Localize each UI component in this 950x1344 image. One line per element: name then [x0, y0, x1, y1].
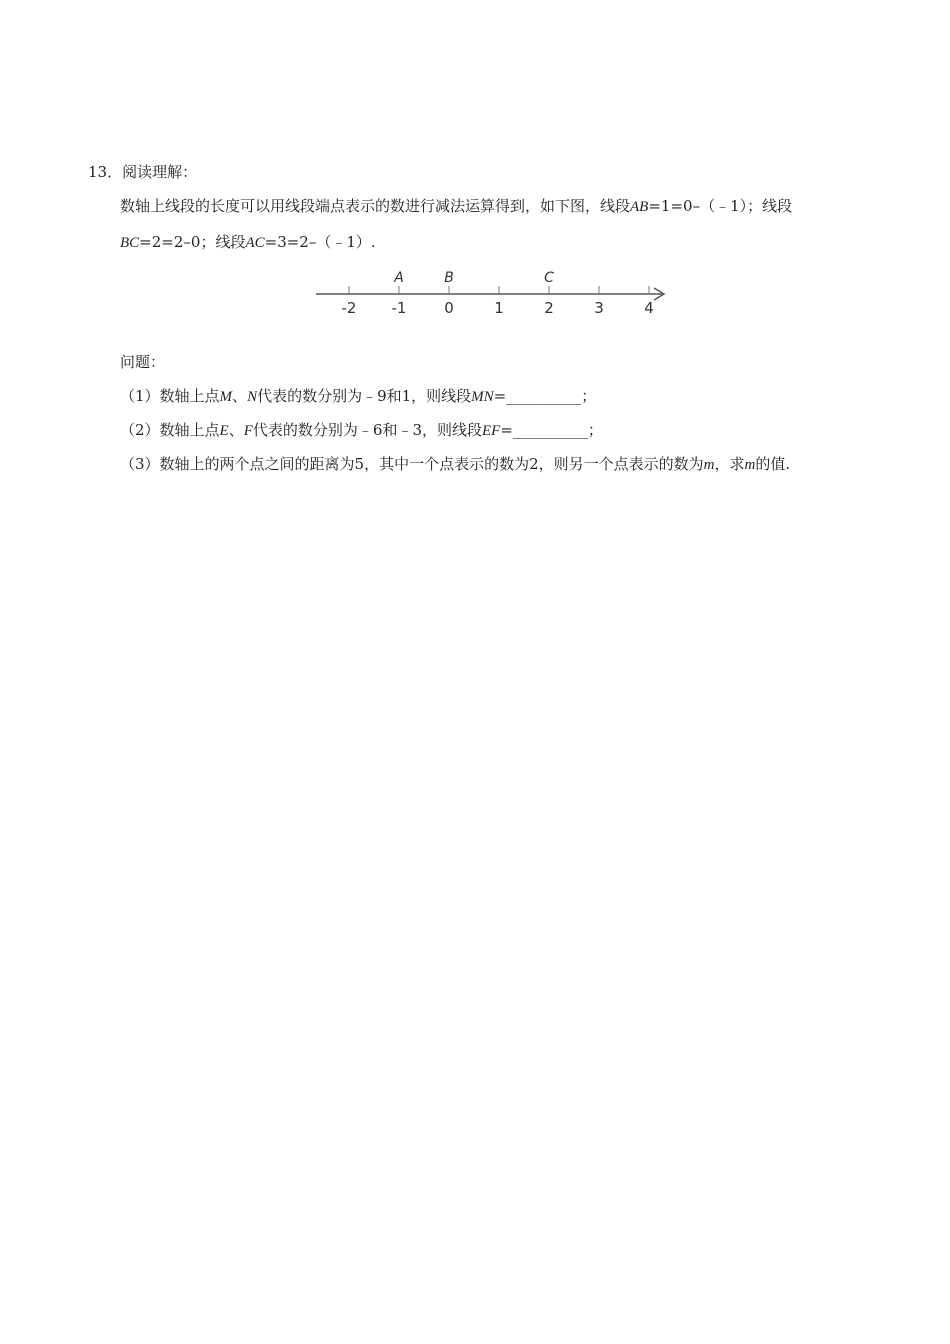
separator: 、 — [232, 387, 248, 405]
point-m: M — [219, 389, 233, 405]
problem-text: （2）数轴上点 — [120, 421, 220, 439]
tick-label: 2 — [544, 299, 554, 317]
problem-2 — [120, 420, 603, 441]
point-e: E — [219, 423, 229, 439]
intro-text: 数轴上线段的长度可以用线段端点表示的数进行减法运算得到，如下图，线段 — [120, 197, 631, 215]
intro-line-2 — [120, 232, 376, 253]
point-label: C — [544, 270, 554, 286]
tick-label: -1 — [391, 299, 407, 317]
problem-text: 代表的数分别为﹣6和﹣3，则线段 — [252, 421, 482, 439]
point-f: F — [243, 423, 253, 439]
variable-m: m — [744, 457, 756, 473]
problem-text: （1）数轴上点 — [120, 387, 220, 405]
problem-text: ，求 — [714, 455, 745, 473]
problem-title: 问题： — [120, 353, 166, 371]
tick-label: 3 — [594, 299, 604, 317]
separator: 、 — [228, 421, 244, 439]
tick-label: 4 — [644, 299, 654, 317]
number-line — [310, 262, 680, 322]
tick-label: 1 — [494, 299, 504, 317]
point-label: A — [394, 270, 404, 286]
question-heading — [88, 162, 197, 182]
intro-text: =1=0–（﹣1）；线段 — [648, 197, 793, 215]
segment-bc: BC — [120, 235, 140, 251]
intro-text: =3=2–（﹣1）. — [264, 233, 376, 251]
point-n: N — [247, 389, 258, 405]
number-line-figure — [310, 262, 680, 322]
question-number: 13． — [88, 163, 123, 181]
segment-ac: AC — [245, 235, 265, 251]
problem-text: （3）数轴上的两个点之间的距离为5，其中一个点表示的数为2，则另一个点表示的数为 — [120, 455, 704, 473]
question-title: 阅读理解： — [122, 163, 198, 181]
problem-1 — [120, 386, 596, 407]
segment-mn: MN — [471, 389, 494, 405]
problem-text: 的值. — [755, 455, 791, 473]
point-label: B — [444, 270, 454, 286]
tick-label: 0 — [444, 299, 454, 317]
intro-line-1 — [120, 196, 792, 217]
tick-label: -2 — [341, 299, 357, 317]
answer-blank: =__________； — [500, 421, 603, 439]
problem-text: 代表的数分别为﹣9和1，则线段 — [257, 387, 472, 405]
intro-text: =2=2–0；线段 — [139, 233, 246, 251]
segment-ab: AB — [630, 199, 649, 215]
variable-m: m — [703, 457, 715, 473]
problem-3 — [120, 454, 790, 475]
segment-ef: EF — [482, 423, 501, 439]
answer-blank: =__________； — [493, 387, 597, 405]
